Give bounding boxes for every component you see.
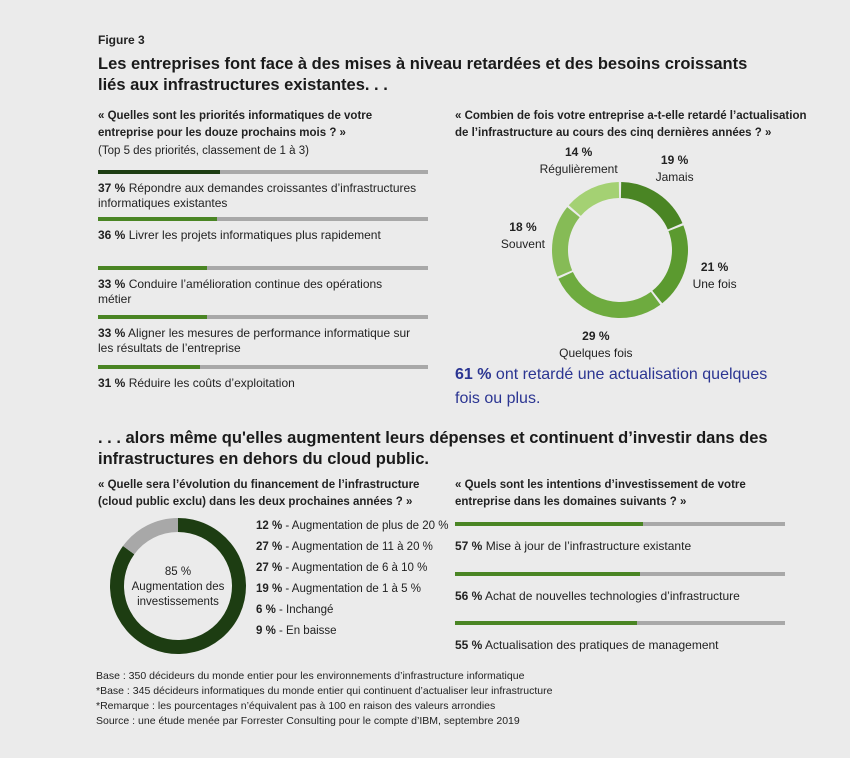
delay-callout-pct: 61 % [455,366,492,383]
priorities-question [98,108,372,142]
bar-track [455,621,785,625]
legend-text: - Augmentation de 1 à 5 % [282,583,421,595]
delay-question-line1: « Combien de fois votre entreprise a-t-elle retardé l’actualisation [455,110,807,122]
delay-callout-text: ont retardé une actualisation quelques fois ou plus. [455,366,768,407]
donut-category-label: Une fois [692,276,737,291]
donut-value-label: 29 % [582,328,610,343]
bar-label [98,277,418,307]
bar-category-label: Livrer les projets informatiques plus rapidement [125,228,381,242]
legend-item [256,558,448,579]
bar-fill [98,170,220,174]
funding-question [98,477,419,511]
headline-bottom [98,428,768,470]
donut-category-label: Régulièrement [539,162,618,177]
legend-item [256,579,448,600]
bar-value-label: 55 % [455,638,483,652]
donut-slice [123,518,178,554]
bar-category-label: Achat de nouvelles technologies d’infrastructure [482,589,740,603]
footnote-source: Source : une étude menée par Forrester Consulting pour le compte d’IBM, septembre 2019 [96,715,520,727]
donut-slice [621,182,683,229]
footnote-remark: *Remarque : les pourcentages n’équivalent pas à 100 en raison des valeurs arrondies [96,700,496,712]
bar-category-label: Conduire l’amélioration continue des opérations métier [98,277,383,306]
funding-legend [256,516,448,642]
footnotes [96,669,552,729]
priorities-question-line1: « Quelles sont les priorités informatiques de votre [98,110,373,122]
headline-bottom-line2: infrastructures en dehors du cloud public. [98,450,429,468]
invest-question [455,477,746,511]
bar-label [98,326,418,356]
bar-label [455,589,785,604]
funding-center-pct: 85 % [164,566,192,578]
delay-question-line2: de l’infrastructure au cours des cinq dernières années ? » [455,127,772,139]
bar-label [98,181,418,211]
delay-callout [455,363,795,411]
bar-track [98,266,428,270]
funding-center-label [118,565,238,610]
headline-top [98,54,747,96]
invest-question-line1: « Quels sont les intentions d’investissement de votre [455,479,746,491]
bar-label [455,539,785,554]
legend-item [256,621,448,642]
invest-question-line2: entreprise dans les domaines suivants ? » [455,496,687,508]
bar-track [98,315,428,319]
donut-label [524,145,634,176]
bar-fill [98,315,207,319]
legend-text: - Augmentation de 6 à 10 % [282,562,428,574]
donut-label [660,260,770,291]
donut-label [541,329,651,360]
legend-pct: 27 % [256,541,283,553]
legend-pct: 12 % [256,520,283,532]
funding-center-line2: investissements [137,596,219,608]
bar-label [98,376,418,391]
bar-category-label: Mise à jour de l’infrastructure existante [482,539,692,553]
bar-fill [98,365,200,369]
legend-text: - Inchangé [275,604,334,616]
footnote-base: Base : 350 décideurs du monde entier pour les environnements d’infrastructure informatique [96,670,525,682]
legend-pct: 6 % [256,604,276,616]
legend-item [256,600,448,621]
donut-value-label: 18 % [509,220,537,235]
bar-fill [98,266,207,270]
donut-slice [569,182,619,216]
funding-question-line1: « Quelle sera l’évolution du financement de l’infrastructure [98,479,420,491]
bar-value-label: 33 % [98,277,126,291]
bar-track [98,365,428,369]
figure-label: Figure 3 [98,33,145,47]
bar-track [455,522,785,526]
donut-value-label: 19 % [660,152,689,167]
donut-category-label: Souvent [500,237,545,252]
legend-text: - Augmentation de 11 à 20 % [282,541,433,553]
legend-pct: 19 % [256,583,283,595]
donut-label [620,153,730,184]
donut-category-label: Quelques fois [559,345,633,360]
funding-center-line1: Augmentation des [131,581,225,593]
bar-fill [455,572,640,576]
legend-pct: 9 % [256,625,276,637]
donut-label [468,220,578,251]
bar-value-label: 36 % [98,228,126,242]
donut-slice [558,272,660,318]
funding-question-line2: (cloud public exclu) dans les deux prochaines années ? » [98,496,413,508]
bar-value-label: 31 % [98,376,126,390]
bar-value-label: 33 % [98,326,126,340]
donut-category-label: Jamais [655,169,694,184]
legend-item [256,516,448,537]
footnote-base-2: *Base : 345 décideurs informatiques du monde entier qui continuent d’actualiser leur infrastructure [96,685,553,697]
bar-category-label: Répondre aux demandes croissantes d’infrastructures informatiques existantes [98,181,417,210]
donut-value-label: 14 % [564,145,593,160]
legend-text: - En baisse [275,625,337,637]
legend-text: - Augmentation de plus de 20 % [282,520,449,532]
legend-item [256,537,448,558]
bar-value-label: 37 % [98,181,126,195]
bar-track [455,572,785,576]
priorities-question-line2: entreprise pour les douze prochains mois ? » [98,127,346,139]
bar-label [98,228,418,243]
headline-top-line2: liés aux infrastructures existantes. . . [98,76,388,94]
bar-fill [98,217,217,221]
bar-value-label: 57 % [455,539,483,553]
headline-top-line1: Les entreprises font face à des mises à niveau retardées et des besoins croissants [98,55,748,73]
delay-question [455,108,807,142]
bar-track [98,217,428,221]
bar-value-label: 56 % [455,589,483,603]
priorities-subtitle: (Top 5 des priorités, classement de 1 à 3) [98,145,309,157]
bar-category-label: Aligner les mesures de performance informatique sur les résultats de l’entreprise [98,326,411,355]
bar-category-label: Actualisation des pratiques de management [482,638,719,652]
bar-fill [455,522,643,526]
headline-bottom-line1: . . . alors même qu'elles augmentent leurs dépenses et continuent d’investir dans des [98,429,768,447]
bar-track [98,170,428,174]
legend-pct: 27 % [256,562,283,574]
donut-value-label: 21 % [700,259,729,274]
bar-category-label: Réduire les coûts d’exploitation [125,376,295,390]
bar-fill [455,621,637,625]
bar-label [455,638,785,653]
